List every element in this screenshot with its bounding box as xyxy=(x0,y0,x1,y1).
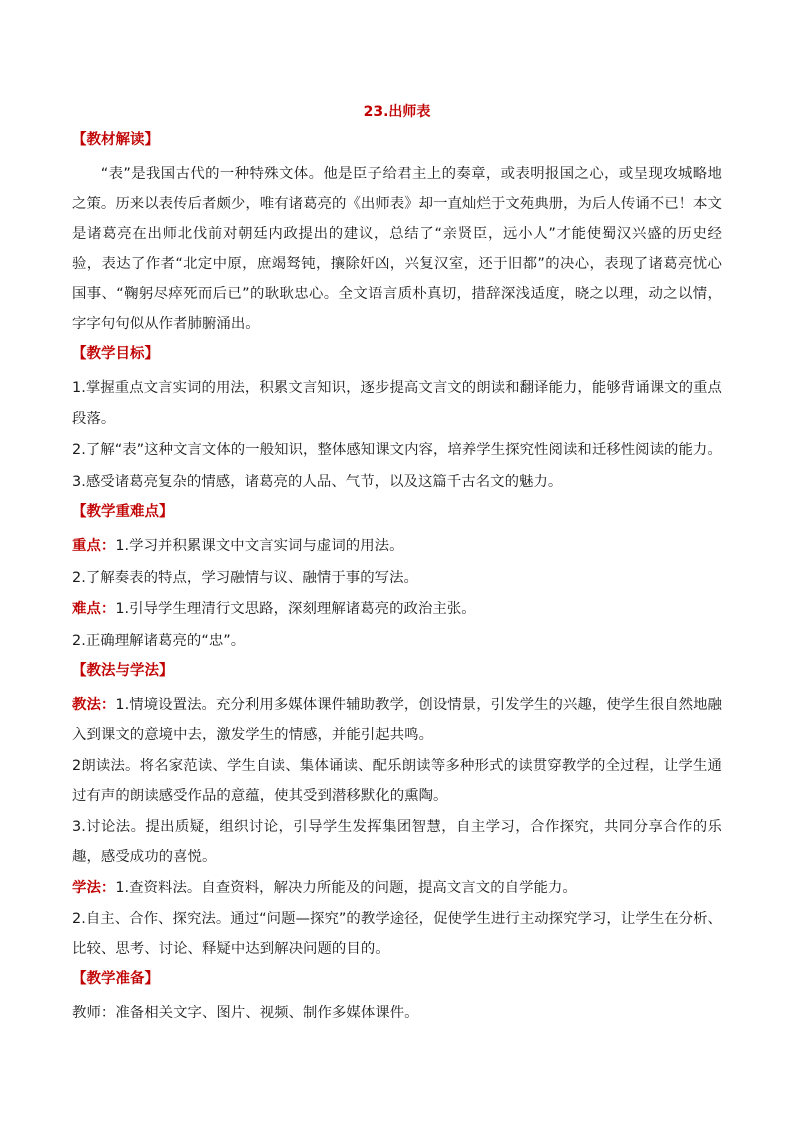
heading-jiaocai: 【教材解读】 xyxy=(72,132,159,148)
jiaofa-text-1: 1.情境设置法。充分利用多媒体课件辅助教学，创设情景，引发学生的兴趣，使学生很自然地融入到课文的意境中去，激发学生的情感，并能引起共鸣。 xyxy=(72,697,722,743)
mubiao-item-3: 3.感受诸葛亮复杂的情感，诸葛亮的人品、气节，以及这篇千古名文的魅力。 xyxy=(72,473,563,490)
zhongdian-text-1: 1.学习并积累课文中文言实词与虚词的用法。 xyxy=(115,538,404,554)
zhongdian-line-2: 2.了解奏表的特点，学习融情与议、融情于事的写法。 xyxy=(72,569,418,586)
jiaofa-label: 教法 xyxy=(72,697,101,713)
document-title: 23.出师表 xyxy=(363,104,431,120)
mubiao-item-2: 2.了解“表”这种文言文体的一般知识，整体感知课文内容，培养学生探究性阅读和迁移性阅读的能力。 xyxy=(72,442,722,458)
zhongdian-label: 重点 xyxy=(72,538,101,554)
jiaofa-colon: ： xyxy=(100,697,116,713)
heading-fangfa: 【教法与学法】 xyxy=(72,663,174,679)
mubiao-item-1: 1.掌握重点文言实词的用法，积累文言知识，逐步提高文言文的朗读和翻译能力，能够背诵课文的重点段落。 xyxy=(72,380,722,427)
heading-zhongnan: 【教学重难点】 xyxy=(72,504,174,520)
nandian-line-2: 2.正确理解诸葛亮的“忠”。 xyxy=(72,632,246,649)
jiaocai-body: “表”是我国古代的一种特殊文体。他是臣子给君主上的奏章，或表明报国之心，或呈现攻城略地之策。历来以表传后者颇少，唯有诸葛亮的《出师表》却一直灿烂于文苑典册，为后人传诵不已！本文是诸葛亮在出师北伐前对朝廷内政提出的建议，总结了“亲贤臣，远小人”才能使蜀汉兴盛的历史经验，表达了作者“北定中原，庶竭驽钝，攘除奸凶，兴复汉室，还于旧都”的决心，表现了诸葛亮忧心国事、“鞠躬尽瘁死而后已”的耿耿忠心。全文语言质朴真切，措辞深浅适度，晓之以理，动之以情，字字句句似从作者肺腑涌出。 xyxy=(72,166,722,332)
jiaofa-para-2: 2朗读法。将名家范读、学生自读、集体诵读、配乐朗读等多种形式的读贯穿教学的全过程，让学生通过有声的朗读感受作品的意蕴，使其受到潜移默化的熏陶。 xyxy=(72,758,722,804)
xuefa-para-2: 2.自主、合作、探究法。通过“问题—探究”的教学途径，促使学生进行主动探究学习，让学生在分析、比较、思考、讨论、释疑中达到解决问题的目的。 xyxy=(72,911,722,957)
zhongdian-colon: ： xyxy=(100,538,116,554)
nandian-label: 难点 xyxy=(72,601,101,617)
xuefa-label: 学法 xyxy=(72,880,101,896)
jiaofa-para-3: 3.讨论法。提出质疑，组织讨论，引导学生发挥集团智慧，自主学习，合作探究，共同分享合作的乐趣，感受成功的喜悦。 xyxy=(72,819,722,865)
nandian-text-1: 1.引导学生理清行文思路，深刻理解诸葛亮的政治主张。 xyxy=(115,601,476,617)
heading-mubiao: 【教学目标】 xyxy=(72,346,159,362)
xuefa-colon: ： xyxy=(100,880,116,896)
zhunbei-body: 教师：准备相关文字、图片、视频、制作多媒体课件。 xyxy=(72,1005,419,1021)
zhongdian-line-1 xyxy=(72,531,722,562)
jiaofa-para-1 xyxy=(72,690,722,750)
nandian-colon: ： xyxy=(100,601,116,617)
xuefa-text-1: 1.查资料法。自查资料，解决力所能及的问题，提高文言文的自学能力。 xyxy=(115,880,577,896)
nandian-line-1 xyxy=(72,594,722,625)
heading-zhunbei: 【教学准备】 xyxy=(72,971,159,987)
xuefa-para-1 xyxy=(72,873,722,903)
